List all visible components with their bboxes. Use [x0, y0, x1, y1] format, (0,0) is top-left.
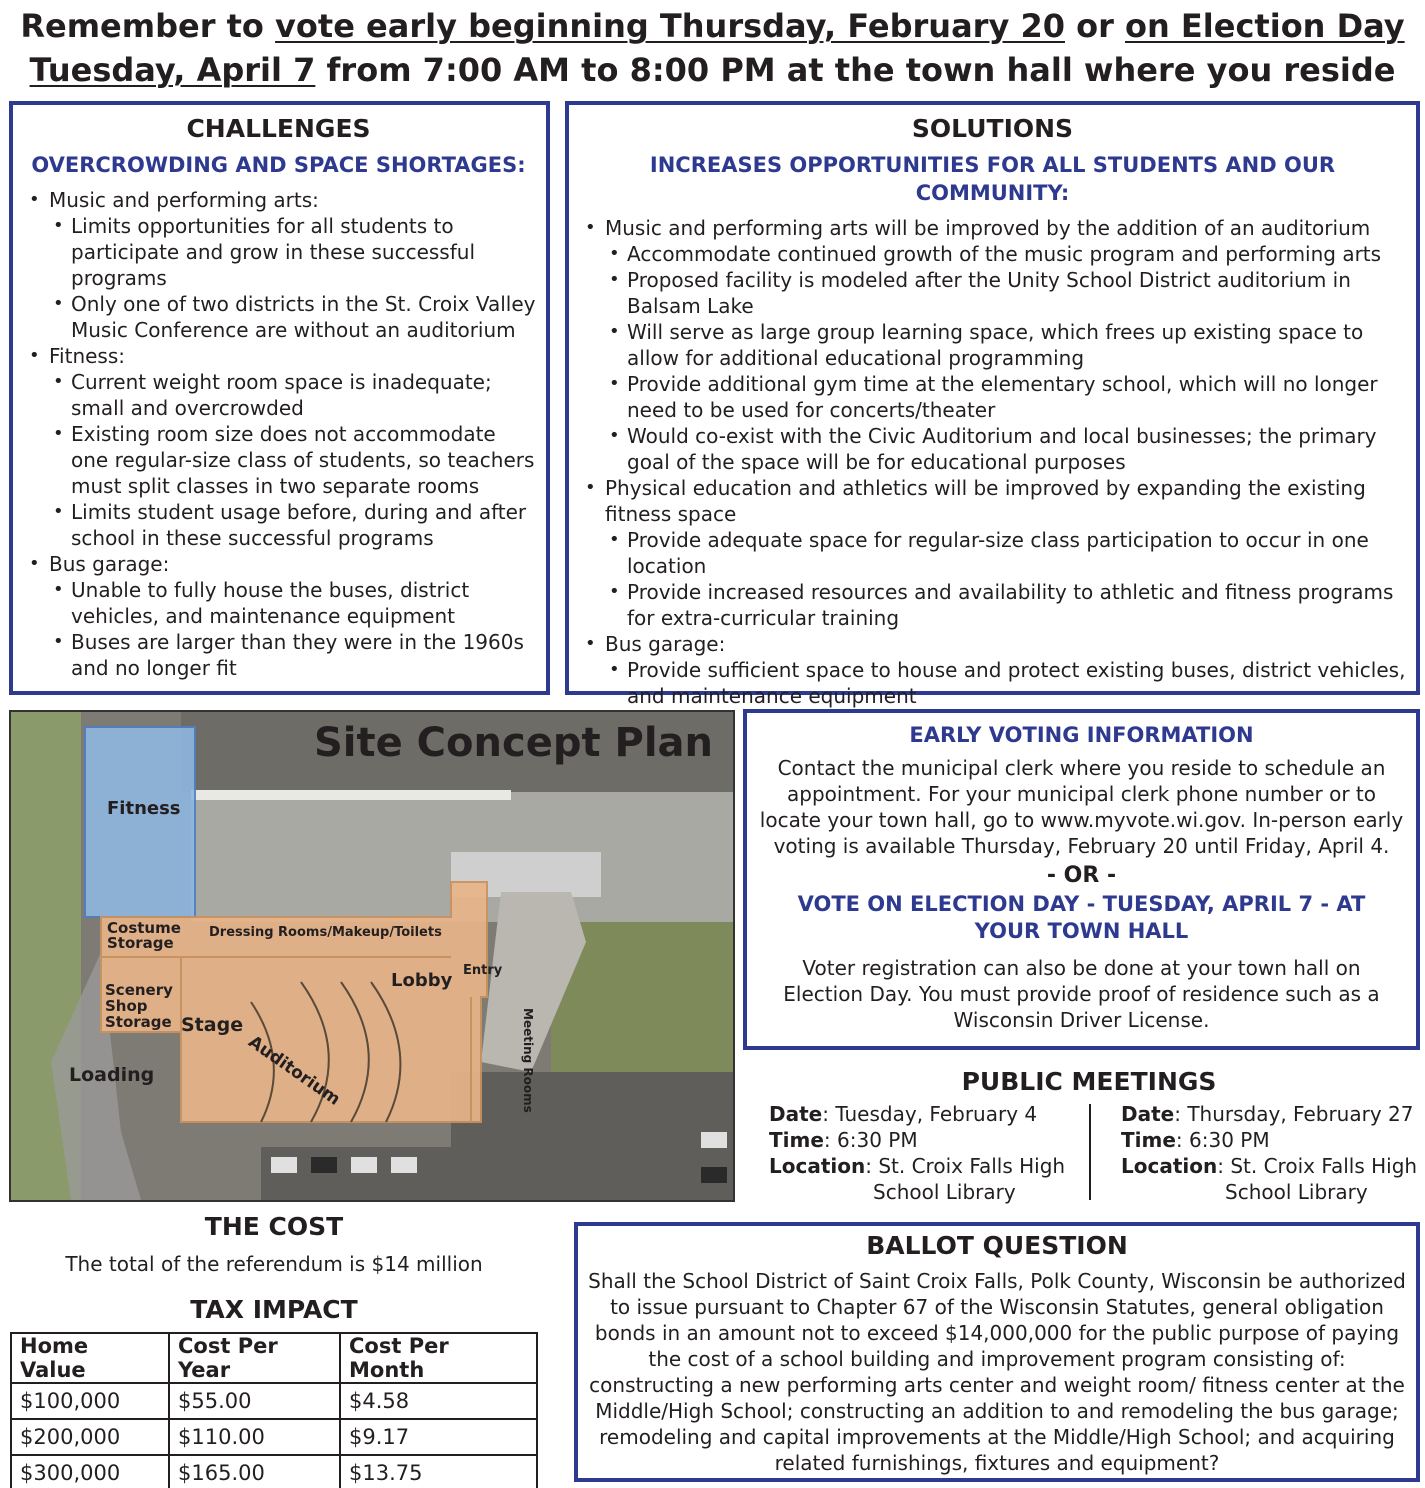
- site-plan-image: [11, 712, 733, 1200]
- costume-label: Costume: [107, 919, 181, 937]
- date-value: : Tuesday, February 4: [822, 1102, 1038, 1126]
- date-value: : Thursday, February 27: [1174, 1102, 1414, 1126]
- headline-date: Tuesday, April 7: [29, 51, 316, 89]
- ballot-question-box: [574, 1222, 1420, 1482]
- challenges-title: CHALLENGES: [186, 114, 371, 143]
- fitness-label: Fitness: [107, 798, 181, 819]
- headline-early-vote: vote early beginning Thursday, February 20: [275, 7, 1065, 45]
- fitness-area: [85, 727, 195, 917]
- list-item: • Proposed facility is modeled after the Unity School District auditorium in Balsam Lake: [605, 267, 1408, 319]
- date-label: Date: [769, 1102, 823, 1126]
- car: [311, 1157, 337, 1173]
- stage-label: Stage: [181, 1014, 244, 1036]
- table-row: [11, 1455, 537, 1488]
- list-item: • Limits opportunities for all students to participate and grow in these successful programs: [49, 213, 536, 291]
- site-plan-title: Site Concept Plan: [313, 720, 713, 766]
- meeting-date: [769, 1101, 1065, 1127]
- list-item-label: Bus garage:: [605, 632, 726, 656]
- headline-line-1: [0, 4, 1425, 48]
- scenery-shop-storage-label: [105, 982, 173, 1030]
- meeting-location: [1121, 1153, 1417, 1179]
- headline-line-2: [0, 48, 1425, 92]
- table-cell: $110.00: [169, 1419, 340, 1455]
- list-item-label: Bus garage:: [49, 552, 170, 576]
- list-item: [21, 551, 536, 681]
- solutions-title: SOLUTIONS: [911, 114, 1074, 143]
- list-item: • Only one of two districts in the St. Croix Valley Music Conference are without an auditorium: [49, 291, 536, 343]
- or-divider: - OR -: [1046, 863, 1117, 888]
- cost-text: The total of the referendum is $14 million: [65, 1252, 483, 1276]
- table-row: [11, 1383, 537, 1419]
- parking-lot-cars: [261, 1147, 451, 1200]
- site-concept-plan: [9, 710, 735, 1202]
- list-item: [577, 215, 1408, 475]
- dressing-rooms-label: Dressing Rooms/Makeup/Toilets: [209, 925, 442, 940]
- list-item-label: Physical education and athletics will be improved by expanding the existing fitness space: [605, 476, 1366, 526]
- table-cell: $13.75: [340, 1455, 537, 1488]
- list-item-label: Music and performing arts:: [49, 188, 319, 212]
- ballot-title: BALLOT QUESTION: [866, 1231, 1128, 1260]
- tax-impact-title: TAX IMPACT: [190, 1295, 358, 1324]
- list-item: • Buses are larger than they were in the 1960s and no longer fit: [49, 629, 536, 681]
- list-item: • Unable to fully house the buses, district vehicles, and maintenance equipment: [49, 577, 536, 629]
- sub-list: [605, 241, 1408, 475]
- list-item: • Provide increased resources and availability to athletic and fitness programs for extra-curricular training: [605, 579, 1408, 631]
- meeting-2: [1121, 1101, 1417, 1205]
- list-item: [21, 187, 536, 343]
- table-cell: $300,000: [11, 1455, 169, 1488]
- walkway: [191, 790, 511, 800]
- challenges-subtitle: OVERCROWDING AND SPACE SHORTAGES:: [31, 153, 526, 177]
- car: [701, 1132, 727, 1148]
- meeting-time: [1121, 1127, 1417, 1153]
- sub-list: [49, 577, 536, 681]
- location-label: Location: [1121, 1154, 1218, 1178]
- location-value: : St. Croix Falls High: [865, 1154, 1066, 1178]
- car: [701, 1167, 727, 1183]
- list-item: • Provide adequate space for regular-size class participation to occur in one location: [605, 527, 1408, 579]
- entry-label: Entry: [463, 963, 503, 978]
- location-label: Location: [769, 1154, 866, 1178]
- time-value: : 6:30 PM: [823, 1128, 918, 1152]
- list-item: • Accommodate continued growth of the music program and performing arts: [605, 241, 1408, 267]
- column-header: Home Value: [11, 1333, 169, 1383]
- location-value: : St. Croix Falls High: [1217, 1154, 1418, 1178]
- headline-text: Remember to: [20, 7, 276, 45]
- time-label: Time: [1121, 1128, 1176, 1152]
- challenges-box: [9, 101, 550, 695]
- early-voting-text: Contact the municipal clerk where you reside to schedule an appointment. For your municipal clerk phone number or to locate your town hall, go to www.myvote.wi.gov. In-person early voting is available Thursday, February 20 until Friday, April 4.: [759, 756, 1404, 858]
- registration-text: Voter registration can also be done at your town hall on Election Day. You must provide proof of residence such as a Wisconsin Driver License.: [783, 956, 1380, 1032]
- list-item: • Provide sufficient space to house and protect existing buses, district vehicles, and maintenance equipment: [605, 657, 1408, 709]
- meetings-divider: [1089, 1104, 1091, 1200]
- list-item: • Would co-exist with the Civic Auditorium and local businesses; the primary goal of the space will be for educational purposes: [605, 423, 1408, 475]
- table-header-row: [11, 1333, 537, 1383]
- table-cell: $4.58: [340, 1383, 537, 1419]
- meeting-location: [769, 1153, 1065, 1179]
- sub-list: [605, 657, 1408, 709]
- solutions-subtitle: INCREASES OPPORTUNITIES FOR ALL STUDENTS AND OUR COMMUNITY:: [649, 153, 1336, 205]
- loading-label: Loading: [69, 1064, 155, 1086]
- table-cell: $9.17: [340, 1419, 537, 1455]
- table-row: [11, 1419, 537, 1455]
- public-meetings-title: PUBLIC MEETINGS: [961, 1067, 1217, 1096]
- list-item: [21, 343, 536, 551]
- location-value-cont: School Library: [873, 1180, 1016, 1204]
- meeting-rooms-label: Meeting Rooms: [521, 1008, 535, 1113]
- headline-text: from 7:00 AM to 8:00 PM at the town hall where you reside: [315, 51, 1396, 89]
- headline-election-day: on Election Day: [1125, 7, 1405, 45]
- headline-text: or: [1064, 7, 1126, 45]
- sub-list: [605, 527, 1408, 631]
- column-header: Cost Per Year: [169, 1333, 340, 1383]
- lobby-label: Lobby: [391, 970, 453, 991]
- election-day-heading: VOTE ON ELECTION DAY - TUESDAY, APRIL 7 - AT YOUR TOWN HALL: [797, 892, 1366, 943]
- early-voting-box: [743, 709, 1420, 1050]
- ballot-text: Shall the School District of Saint Croix Falls, Polk County, Wisconsin be authorized to issue pursuant to Chapter 67 of the Wisconsin Statutes, general obligation bonds in an amount not to exceed $14,000,000 for the public purpose of paying the cost of a school building and improvement program consisting of: constructing a new performing arts center and weight room/ fitness center at the Middle/High School; constructing an addition to and remodeling the bus garage; remodeling and capital improvements at the Middle/High School; and acquiring related furnishings, fixtures and equipment?: [588, 1269, 1406, 1475]
- cost-title: THE COST: [204, 1212, 344, 1241]
- sub-list: [49, 369, 536, 551]
- list-item: [577, 631, 1408, 709]
- car: [391, 1157, 417, 1173]
- scenery-label: Scenery: [105, 981, 173, 999]
- list-item: [577, 475, 1408, 631]
- car: [351, 1157, 377, 1173]
- challenges-list: [21, 187, 536, 681]
- shop-label: Shop: [105, 997, 148, 1015]
- list-item: • Existing room size does not accommodate one regular-size class of students, so teachers must split classes in two separate rooms: [49, 421, 536, 499]
- table-cell: $100,000: [11, 1383, 169, 1419]
- table-cell: $200,000: [11, 1419, 169, 1455]
- auditorium-label: Auditorium: [244, 1032, 344, 1110]
- list-item-label: Music and performing arts will be improved by the addition of an auditorium: [605, 216, 1371, 240]
- tax-impact-table: [10, 1332, 538, 1488]
- early-voting-title: EARLY VOTING INFORMATION: [909, 723, 1254, 747]
- table-cell: $55.00: [169, 1383, 340, 1419]
- table-cell: $165.00: [169, 1455, 340, 1488]
- car: [271, 1157, 297, 1173]
- list-item: • Will serve as large group learning space, which frees up existing space to allow for additional educational programming: [605, 319, 1408, 371]
- storage-label: Storage: [105, 1013, 172, 1031]
- column-header: Cost Per Month: [340, 1333, 537, 1383]
- date-label: Date: [1121, 1102, 1175, 1126]
- meeting-date: [1121, 1101, 1417, 1127]
- time-value: : 6:30 PM: [1175, 1128, 1270, 1152]
- parking-lot-bottom: [451, 1072, 733, 1200]
- solutions-list: [577, 215, 1408, 709]
- list-item-label: Fitness:: [49, 344, 126, 368]
- headline: [0, 4, 1425, 92]
- costume-storage-label: [107, 921, 181, 951]
- list-item: • Current weight room space is inadequate; small and overcrowded: [49, 369, 536, 421]
- meeting-time: [769, 1127, 1065, 1153]
- location-value-cont: School Library: [1225, 1180, 1368, 1204]
- meeting-1: [769, 1101, 1065, 1205]
- time-label: Time: [769, 1128, 824, 1152]
- solutions-box: [565, 101, 1420, 708]
- storage-label: Storage: [107, 934, 174, 952]
- list-item: • Limits student usage before, during and after school in these successful programs: [49, 499, 536, 551]
- sub-list: [49, 213, 536, 343]
- list-item: • Provide additional gym time at the elementary school, which will no longer need to be used for concerts/theater: [605, 371, 1408, 423]
